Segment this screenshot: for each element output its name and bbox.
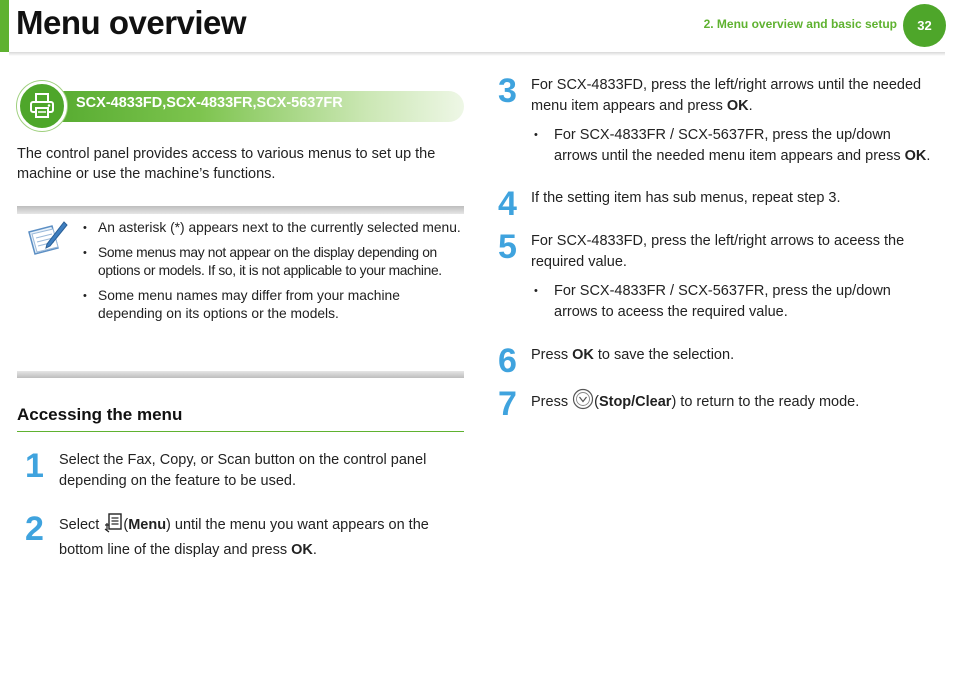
step-text-part: ) until the menu you want appears on the bottom line of the display and press: [59, 517, 429, 558]
step-text-part: For SCX-4833FR / SCX-5637FR, press the up/down arrows until the needed menu item appears and press: [554, 127, 905, 164]
section-icon-badge: [17, 81, 67, 131]
step-text: [531, 75, 936, 116]
step-text-part: Press: [531, 394, 573, 410]
step-text: [531, 388, 936, 417]
step-text: If the setting item has sub menus, repeat step 3.: [531, 190, 841, 206]
ok-label: OK: [572, 347, 594, 363]
step-bullet-list: [532, 125, 937, 166]
step-text-part: ) to return to the ready mode.: [671, 394, 860, 410]
step-text: [531, 345, 936, 366]
step-text-part: .: [926, 147, 931, 164]
note-box-top-border: [17, 206, 464, 214]
ok-label: OK: [291, 541, 313, 558]
printer-icon: [28, 92, 56, 120]
step-bullet-list: [532, 281, 937, 322]
step-text-part: For SCX-4833FD, press the left/right arrows until the needed menu item appears and press: [531, 77, 922, 114]
header-accent-bar: [0, 0, 9, 52]
step-text-part: (: [123, 517, 129, 533]
page-number-badge: 32: [903, 4, 946, 47]
page-title: Menu overview: [16, 4, 247, 41]
subheading: Accessing the menu: [17, 405, 183, 424]
step-bullet: • For SCX-4833FR / SCX-5637FR, press the up/down arrows to aceess the required value.: [532, 281, 937, 322]
step-number: 2: [25, 510, 44, 548]
step-number: 6: [498, 342, 517, 380]
step-number: 4: [498, 185, 517, 223]
ok-label: OK: [904, 147, 927, 164]
header-divider: [9, 52, 945, 56]
step-text-part: .: [748, 97, 753, 114]
note-item: • Some menu names may differ from your machine depending on its options or the models.: [82, 287, 465, 324]
stop-clear-icon: [572, 388, 594, 417]
step-number: 7: [498, 385, 517, 423]
step-text: For SCX-4833FD, press the left/right arrows to aceess the required value.: [531, 233, 905, 270]
stop-clear-label: Stop/Clear: [598, 394, 672, 410]
step-text-part: Press: [531, 347, 573, 363]
step-number: 1: [25, 447, 44, 485]
step-text-part: (: [594, 394, 599, 410]
menu-label: Menu: [128, 517, 167, 533]
step-text-part: to save the selection.: [593, 347, 735, 363]
step-bullet: [532, 125, 937, 166]
note-box-bottom-border: [17, 371, 464, 378]
note-list: [82, 219, 465, 330]
intro-paragraph: The control panel provides access to various menus to set up the machine or use the machine’s functions.: [17, 146, 436, 182]
step-number: 5: [498, 228, 517, 266]
step-text: [59, 513, 464, 560]
chapter-link[interactable]: 2. Menu overview and basic setup: [703, 17, 897, 31]
section-heading-title: SCX-4833FD,SCX-4833FR,SCX-5637FR: [76, 95, 343, 111]
step-number: 3: [498, 72, 517, 110]
subheading-rule: [17, 431, 464, 432]
menu-button-icon: [103, 513, 123, 540]
step-text-part: Select: [59, 517, 104, 533]
note-item: • Some menus may not appear on the display depending on options or models. If so, it is not applicable to your machine.: [82, 244, 465, 281]
ok-label: OK: [726, 97, 749, 114]
step-text: Select the Fax, Copy, or Scan button on the control panel depending on the feature to be used.: [59, 452, 427, 489]
step-text-part: .: [312, 541, 317, 558]
note-pen-icon: [26, 220, 68, 263]
note-item: • An asterisk (*) appears next to the currently selected menu.: [82, 219, 465, 238]
